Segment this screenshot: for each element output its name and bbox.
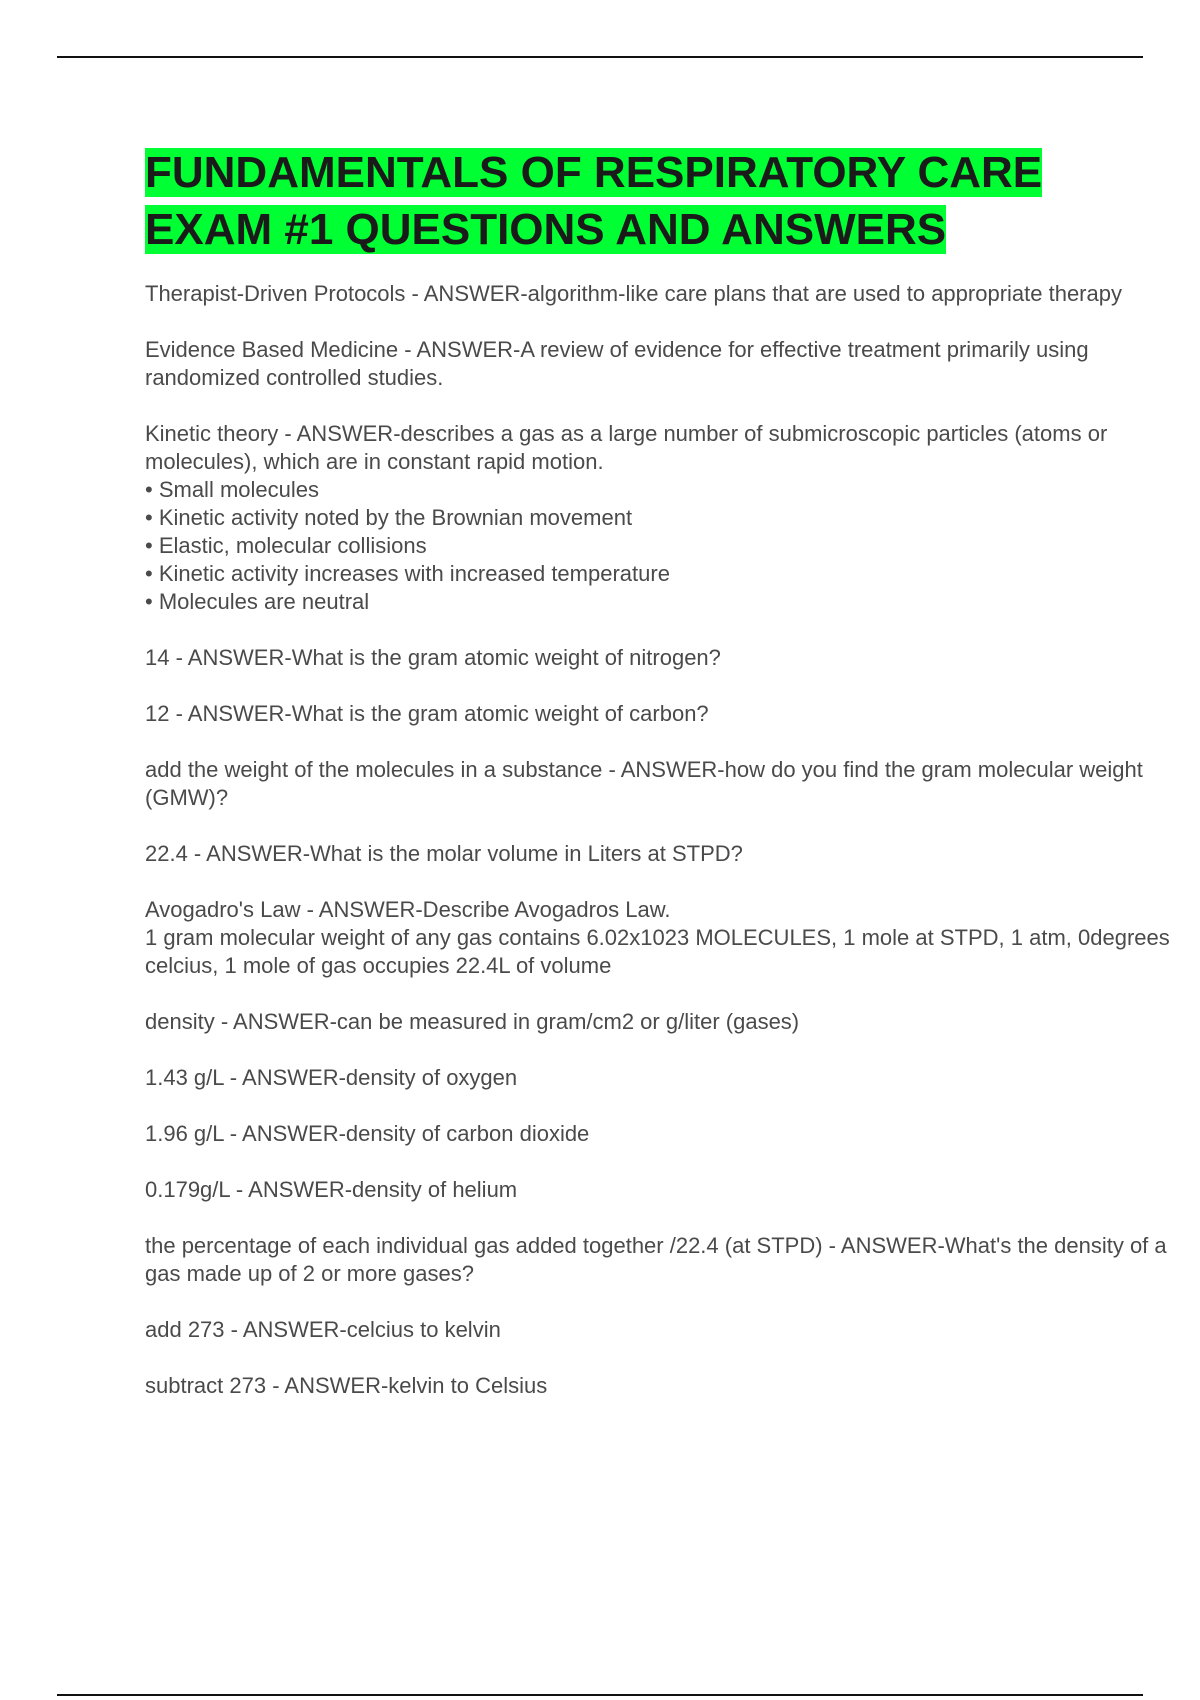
qa-text: 14 - ANSWER-What is the gram atomic weight of nitrogen?	[145, 645, 721, 670]
bullet-item: • Small molecules	[145, 477, 319, 502]
top-rule	[57, 56, 1143, 58]
qa-entry	[145, 1372, 1175, 1400]
qa-entry	[145, 280, 1175, 308]
qa-text: subtract 273 - ANSWER-kelvin to Celsius	[145, 1373, 548, 1398]
qa-text: add 273 - ANSWER-celcius to kelvin	[145, 1317, 501, 1342]
title-line-1: FUNDAMENTALS OF RESPIRATORY CARE	[145, 148, 1043, 197]
bullet-item: • Kinetic activity noted by the Brownian movement	[145, 505, 633, 530]
qa-text: Kinetic theory - ANSWER-describes a gas as a large number of submicroscopic particles (atoms or molecules), which are in constant rapid motion.	[145, 421, 1108, 474]
qa-entry	[145, 1316, 1175, 1344]
qa-text: Therapist-Driven Protocols - ANSWER-algorithm-like care plans that are used to appropriate therapy	[145, 281, 1122, 306]
qa-entry	[145, 1064, 1175, 1092]
qa-entry	[145, 644, 1175, 672]
qa-entry	[145, 840, 1175, 868]
qa-text-continued: 1 gram molecular weight of any gas contains 6.02x1023 MOLECULES, 1 mole at STPD, 1 atm, 0degrees celcius, 1 mole of gas occupies 22.4L of volume	[145, 925, 1170, 978]
qa-entry	[145, 1176, 1175, 1204]
qa-text: 22.4 - ANSWER-What is the molar volume in Liters at STPD?	[145, 841, 743, 866]
qa-entry	[145, 1008, 1175, 1036]
qa-text: 12 - ANSWER-What is the gram atomic weight of carbon?	[145, 701, 709, 726]
qa-entry	[145, 336, 1175, 392]
bottom-rule	[57, 1694, 1143, 1696]
qa-text: 1.96 g/L - ANSWER-density of carbon dioxide	[145, 1121, 590, 1146]
document-body	[145, 144, 1175, 1428]
bullet-item: • Elastic, molecular collisions	[145, 533, 427, 558]
qa-entry	[145, 756, 1175, 812]
document-title	[145, 144, 1175, 258]
qa-text: Evidence Based Medicine - ANSWER-A review of evidence for effective treatment primarily using randomized controlled studies.	[145, 337, 1089, 390]
qa-entry	[145, 700, 1175, 728]
bullet-item: • Molecules are neutral	[145, 589, 370, 614]
qa-text: 0.179g/L - ANSWER-density of helium	[145, 1177, 518, 1202]
title-line-2: EXAM #1 QUESTIONS AND ANSWERS	[145, 205, 947, 254]
qa-text: density - ANSWER-can be measured in gram/cm2 or g/liter (gases)	[145, 1009, 800, 1034]
bullet-item: • Kinetic activity increases with increased temperature	[145, 561, 670, 586]
qa-entry	[145, 1232, 1175, 1288]
qa-text: 1.43 g/L - ANSWER-density of oxygen	[145, 1065, 518, 1090]
qa-text: add the weight of the molecules in a substance - ANSWER-how do you find the gram molecular weight (GMW)?	[145, 757, 1143, 810]
qa-entry	[145, 896, 1175, 980]
qa-text: the percentage of each individual gas added together /22.4 (at STPD) - ANSWER-What's the density of a gas made up of 2 or more gases?	[145, 1233, 1167, 1286]
qa-entry	[145, 1120, 1175, 1148]
qa-entry	[145, 420, 1175, 616]
qa-text: Avogadro's Law - ANSWER-Describe Avogadros Law.	[145, 897, 671, 922]
